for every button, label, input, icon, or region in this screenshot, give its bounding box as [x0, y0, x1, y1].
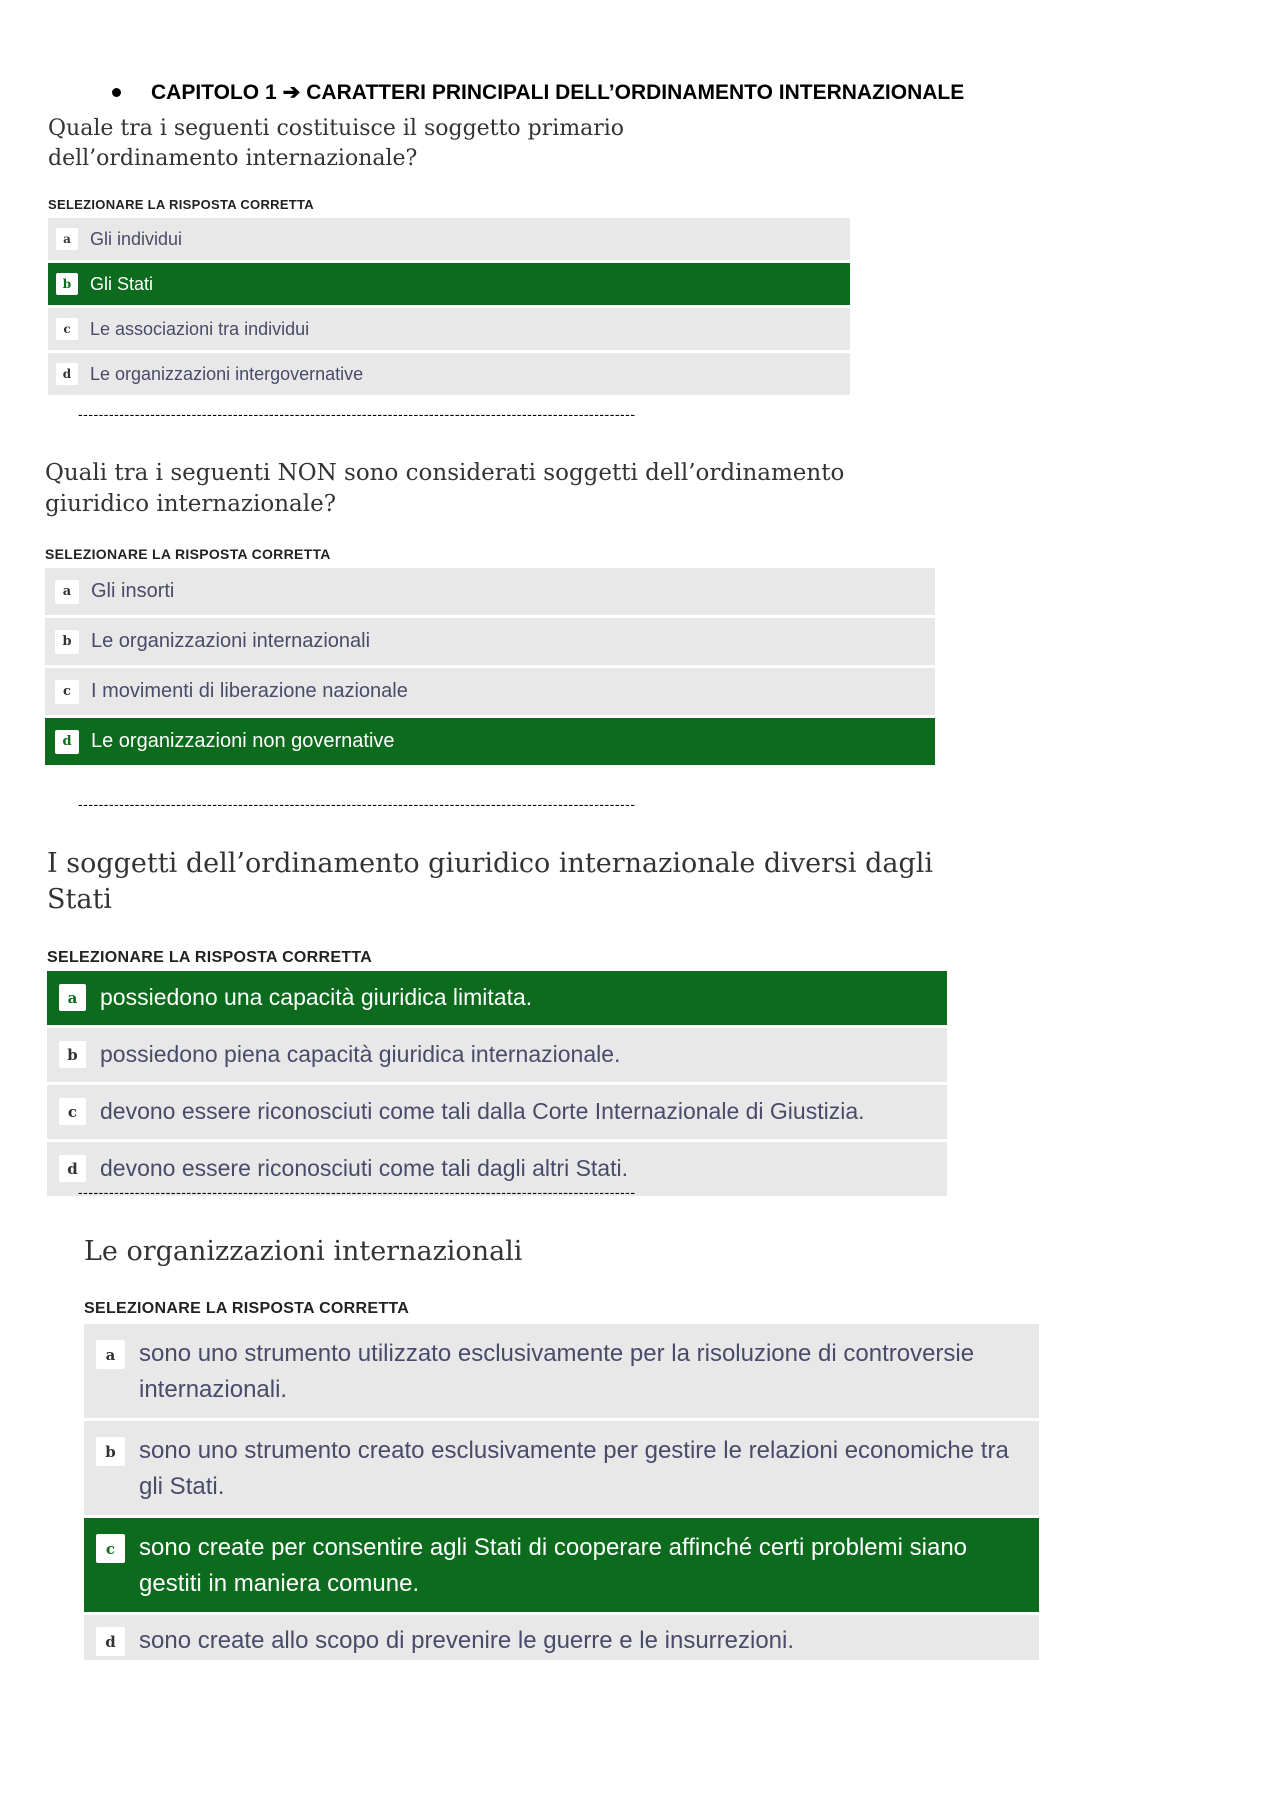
option-text: Le organizzazioni non governative — [91, 730, 395, 753]
option-letter: b — [56, 273, 78, 295]
option-text: sono create per consentire agli Stati di cooperare affinché certi problemi siano gestiti in maniera comune. — [139, 1534, 968, 1598]
answer-option-c[interactable] — [48, 308, 850, 350]
option-text: Gli insorti — [91, 580, 175, 603]
option-letter: a — [59, 984, 86, 1011]
question-text: I soggetti dell’ordinamento giuridico internazionale diversi dagli Stati — [47, 848, 934, 916]
option-text: possiedono piena capacità giuridica internazionale. — [100, 1041, 621, 1068]
option-text: Le organizzazioni intergovernative — [90, 363, 364, 384]
separator-line: ------------------------------------------------------------------------------------------------------------ — [78, 406, 636, 422]
option-letter: b — [59, 1041, 86, 1068]
answer-option-a[interactable] — [84, 1324, 1039, 1418]
answer-option-d[interactable] — [48, 353, 850, 395]
option-letter: c — [56, 318, 78, 340]
question-text: Quale tra i seguenti costituisce il soggetto primario dell’ordinamento internazionale? — [48, 116, 625, 171]
option-letter: a — [96, 1340, 125, 1369]
option-text: Gli individui — [90, 228, 183, 249]
answer-option-c[interactable] — [45, 668, 935, 715]
option-text: devono essere riconosciuti come tali dagli altri Stati. — [100, 1155, 628, 1182]
chapter-prefix: CAPITOLO 1 — [151, 80, 277, 104]
question-block-1 — [48, 114, 850, 398]
option-letter: d — [55, 730, 79, 754]
option-text: sono create allo scopo di prevenire le guerre e le insurrezioni. — [139, 1627, 795, 1655]
answer-option-c-correct[interactable] — [84, 1518, 1039, 1612]
answer-option-d[interactable] — [84, 1615, 1039, 1660]
answer-option-c[interactable] — [47, 1085, 947, 1139]
select-answer-label: SELEZIONARE LA RISPOSTA CORRETTA — [47, 948, 373, 966]
option-text: Le organizzazioni internazionali — [91, 630, 371, 653]
separator-line: ------------------------------------------------------------------------------------------------------------ — [78, 1184, 636, 1200]
option-letter: a — [55, 580, 79, 604]
question-text: Le organizzazioni internazionali — [84, 1236, 523, 1267]
question-block-2 — [45, 458, 935, 768]
chapter-heading — [112, 80, 964, 105]
option-text: sono uno strumento utilizzato esclusivamente per la risoluzione di controversie internazionali. — [139, 1340, 975, 1404]
chapter-title: CARATTERI PRINCIPALI DELL’ORDINAMENTO INTERNAZIONALE — [306, 80, 965, 104]
option-text: Le associazioni tra individui — [90, 318, 310, 339]
option-letter: c — [59, 1098, 86, 1125]
answer-option-d-correct[interactable] — [45, 718, 935, 765]
question-text: Quali tra i seguenti NON sono considerati soggetti dell’ordinamento giuridico internazionale? — [45, 460, 845, 518]
answer-option-b[interactable] — [84, 1421, 1039, 1515]
option-letter: a — [56, 228, 78, 250]
option-text: devono essere riconosciuti come tali dalla Corte Internazionale di Giustizia. — [100, 1098, 865, 1125]
answer-option-a[interactable] — [48, 218, 850, 260]
option-letter: d — [59, 1155, 86, 1182]
option-letter: c — [55, 680, 79, 704]
question-block-4 — [84, 1234, 1039, 1663]
answer-option-b[interactable] — [45, 618, 935, 665]
arrow-right-icon: ➔ — [282, 81, 301, 104]
answer-option-b-correct[interactable] — [48, 263, 850, 305]
answer-option-b[interactable] — [47, 1028, 947, 1082]
option-letter: d — [96, 1627, 125, 1656]
answer-option-a-correct[interactable] — [47, 971, 947, 1025]
option-letter: d — [56, 363, 78, 385]
separator-line: ------------------------------------------------------------------------------------------------------------ — [78, 796, 636, 812]
option-letter: b — [55, 630, 79, 654]
select-answer-label: SELEZIONARE LA RISPOSTA CORRETTA — [45, 546, 331, 563]
option-text: Gli Stati — [90, 273, 154, 294]
question-block-3 — [47, 846, 947, 1199]
option-text: I movimenti di liberazione nazionale — [91, 680, 408, 703]
answer-option-a[interactable] — [45, 568, 935, 615]
option-text: possiedono una capacità giuridica limitata. — [100, 984, 533, 1011]
select-answer-label: SELEZIONARE LA RISPOSTA CORRETTA — [84, 1300, 410, 1318]
option-letter: b — [96, 1437, 125, 1466]
option-text: sono uno strumento creato esclusivamente per gestire le relazioni economiche tra gli Stati. — [139, 1437, 1009, 1501]
select-answer-label: SELEZIONARE LA RISPOSTA CORRETTA — [48, 197, 314, 213]
bullet-icon — [112, 88, 121, 97]
option-letter: c — [96, 1534, 125, 1563]
